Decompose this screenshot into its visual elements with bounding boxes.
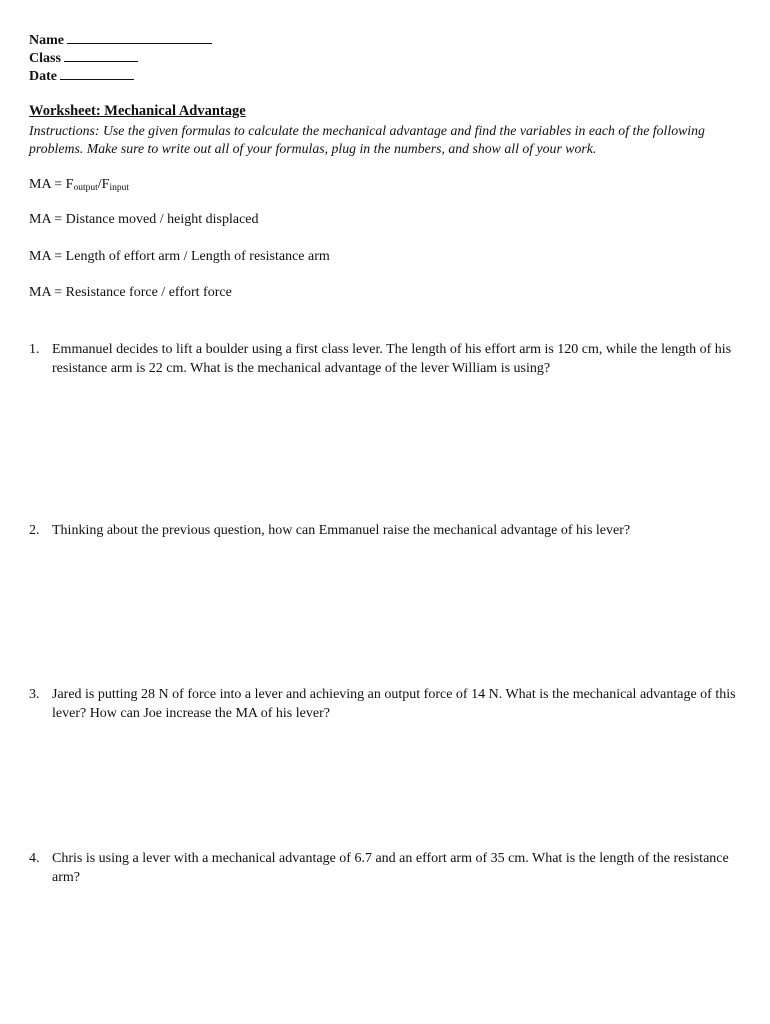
question-2 (29, 521, 741, 540)
formula-resistance-force: MA = Resistance force / effort force (29, 285, 232, 300)
formula-force-prefix: MA = F (29, 177, 74, 192)
worksheet-title: Worksheet: Mechanical Advantage (29, 103, 246, 119)
question-1 (29, 340, 741, 378)
formula-force-subscript-input: input (109, 183, 129, 193)
class-label: Class (29, 51, 61, 66)
name-field (29, 31, 212, 50)
question-number: 3. (29, 687, 40, 702)
question-number: 2. (29, 523, 40, 538)
class-field (29, 49, 138, 68)
question-number: 1. (29, 342, 40, 357)
question-text: Chris is using a lever with a mechanical advantage of 6.7 and an effort arm of 35 cm. What is the length of the resistance arm? (52, 851, 729, 885)
formula-force-mid: /F (97, 177, 110, 192)
formula-distance: MA = Distance moved / height displaced (29, 212, 259, 227)
formula-force-subscript-output: output (73, 183, 98, 193)
date-label: Date (29, 69, 57, 84)
formula-arm-length: MA = Length of effort arm / Length of resistance arm (29, 249, 330, 264)
instructions-text: Instructions: Use the given formulas to calculate the mechanical advantage and find the variables in each of the following problems. Make sure to write out all of your formulas, plug in the numbers, and show all of your work. (29, 123, 705, 156)
date-field (29, 67, 134, 86)
name-blank-line[interactable] (67, 31, 212, 44)
question-text: Emmanuel decides to lift a boulder using a first class lever. The length of his effort arm is 120 cm, while the length of his resistance arm is 22 cm. What is the mechanical advantage of the lever William is using? (52, 342, 732, 376)
formula-force-ratio (29, 177, 129, 193)
question-4 (29, 849, 741, 887)
question-text: Thinking about the previous question, how can Emmanuel raise the mechanical advantage of his lever? (52, 523, 631, 538)
date-blank-line[interactable] (60, 67, 134, 80)
question-text: Jared is putting 28 N of force into a lever and achieving an output force of 14 N. What is the mechanical advantage of this lever? How can Joe increase the MA of his lever? (52, 687, 736, 721)
question-3 (29, 685, 741, 723)
question-number: 4. (29, 851, 40, 866)
class-blank-line[interactable] (64, 49, 138, 62)
name-label: Name (29, 33, 64, 48)
